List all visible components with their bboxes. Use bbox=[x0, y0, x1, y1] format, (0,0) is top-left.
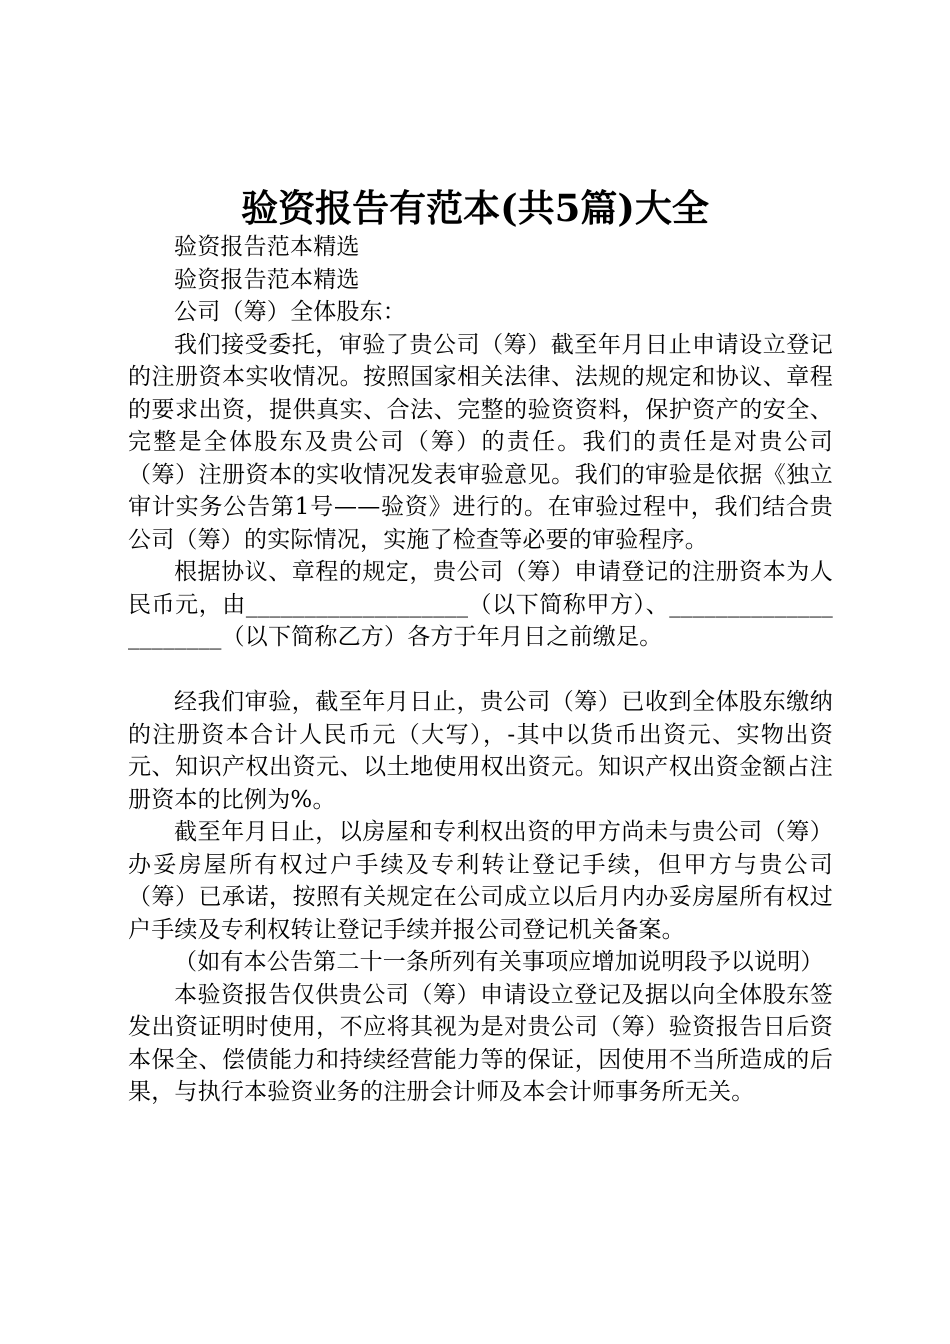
paragraph-heading-1: 验资报告范本精选 bbox=[174, 234, 360, 260]
paragraph-salutation: 公司（筹）全体股东： bbox=[174, 299, 406, 325]
paragraph-transfer-status: 截至年月日止，以房屋和专利权出资的甲方尚未与贵公司（筹）办妥房屋所有权过户手续及专利转让登记手续，但甲方与贵公司（筹）已承诺，按照有关规定在公司成立以后月内办妥房屋所有权过户手续及专利权转让登记手续并报公司登记机关备案。 bbox=[128, 819, 833, 943]
document-body bbox=[128, 231, 833, 1109]
document-title: 验资报告有范本(共5篇)大全 bbox=[241, 186, 709, 230]
paragraph-usage-disclaimer: 本验资报告仅供贵公司（筹）申请设立登记及据以向全体股东签发出资证明时使用，不应将其视为是对贵公司（筹）验资报告日后资本保全、偿债能力和持续经营能力等的保证，因使用不当所造成的后果，与执行本验资业务的注册会计师及本会计师事务所无关。 bbox=[128, 981, 833, 1105]
paragraph-heading-2: 验资报告范本精选 bbox=[174, 266, 360, 293]
paragraph-engagement: 我们接受委托，审验了贵公司（筹）截至年月日止申请设立登记的注册资本实收情况。按照国家相关法律、法规的规定和协议、章程的要求出资，提供真实、合法、完整的验资资料，保护资产的安全、完整是全体股东及贵公司（筹）的责任。我们的责任是对贵公司（筹）注册资本的实收情况发表审验意见。我们的审验是依据《独立审计实务公告第1号——验资》进行的。在审验过程中，我们结合贵公司（筹）的实际情况，实施了检查等必要的审验程序。 bbox=[128, 331, 833, 553]
paragraph-audit-result: 经我们审验，截至年月日止，贵公司（筹）已收到全体股东缴纳的注册资本合计人民币元（大写），-其中以货币出资元、实物出资元、知识产权出资元、以土地使用权出资元。知识产权出资金额占注册资本的比例为%。 bbox=[128, 689, 833, 813]
paragraph-supplementary-note: （如有本公告第二十一条所列有关事项应增加说明段予以说明） bbox=[174, 949, 824, 975]
paragraph-capital-terms: 根据协议、章程的规定，贵公司（筹）申请登记的注册资本为人民币元，由___________________（以下简称甲方）、______________________（以下简称乙方）各方于年月日之前缴足。 bbox=[128, 559, 833, 650]
